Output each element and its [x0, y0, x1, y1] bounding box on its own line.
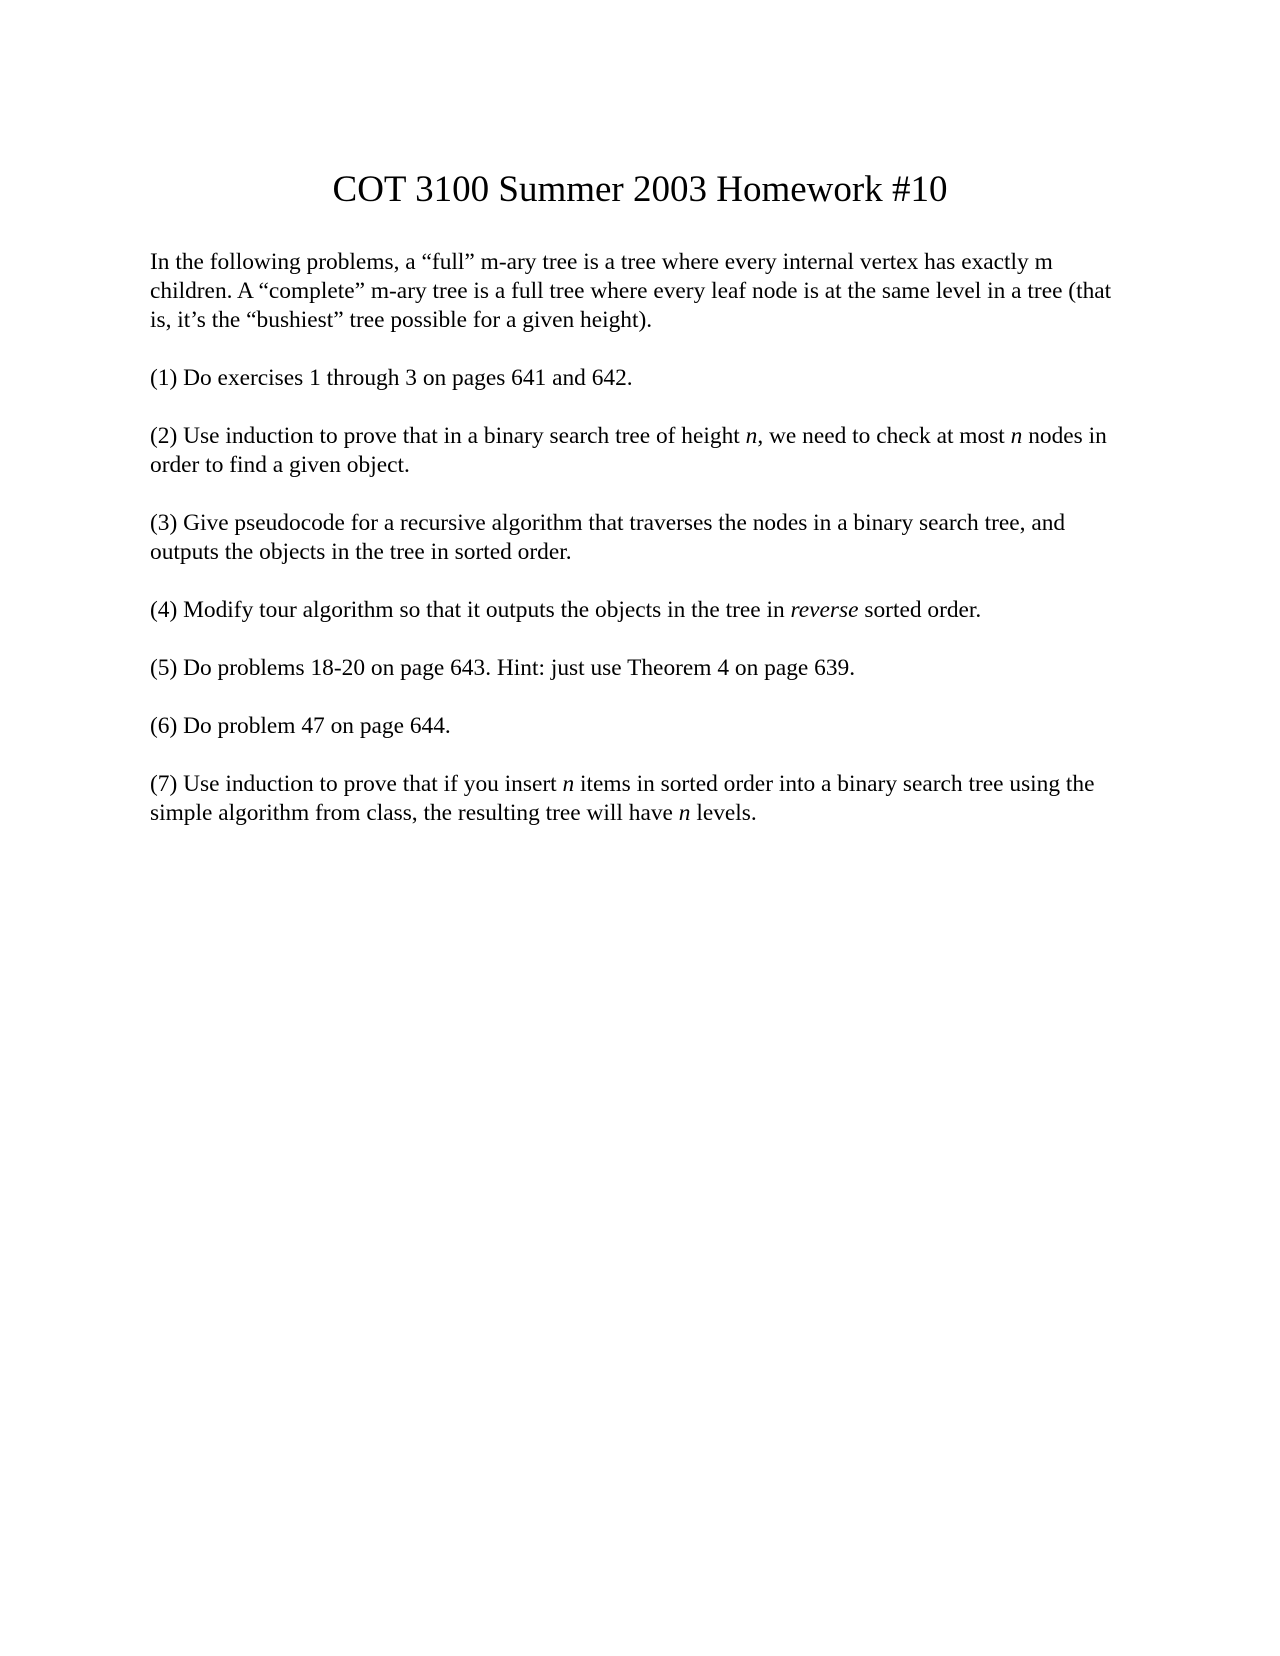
problem-3: (3) Give pseudocode for a recursive algorithm that traverses the nodes in a binary search tree, and outputs the objects in the tree in sorted order.	[150, 510, 1066, 565]
document-title: COT 3100 Summer 2003 Homework #10	[332, 169, 948, 210]
problem-5: (5) Do problems 18-20 on page 643. Hint: just use Theorem 4 on page 639.	[150, 655, 856, 681]
problem-4	[150, 596, 1130, 625]
problem-2-var-n: n	[1010, 423, 1023, 449]
problem-2-var-n: n	[745, 423, 758, 449]
problem-7-var-n: n	[562, 771, 575, 797]
problem-2-text-a: (2) Use induction to prove that in a binary search tree of height	[150, 423, 746, 449]
problem-2	[150, 422, 1130, 480]
problem-7-var-n: n	[678, 800, 691, 826]
problem-2-text-b: , we need to check at most	[757, 423, 1011, 449]
document-body	[150, 248, 1130, 857]
problem-1: (1) Do exercises 1 through 3 on pages 641 and 642.	[150, 365, 633, 391]
problem-7	[150, 770, 1130, 828]
problem-7-text-b: items in sorted order into a binary search tree using the simple algorithm from class, the resulting tree will have	[150, 771, 1101, 826]
intro-paragraph: In the following problems, a “full” m-ary tree is a tree where every internal vertex has exactly m children. A “complete” m-ary tree is a full tree where every leaf node is at the same level in a tree (that is, it’s the “bushiest” tree possible for a given height).	[150, 249, 1112, 333]
problem-7-text-a: (7) Use induction to prove that if you insert	[150, 771, 563, 797]
problem-6: (6) Do problem 47 on page 644.	[150, 713, 451, 739]
problem-4-text-a: (4) Modify tour algorithm so that it outputs the objects in the tree in	[150, 597, 791, 623]
problem-7-text-c: levels.	[690, 800, 757, 826]
problem-4-text-b: sorted order.	[858, 597, 982, 623]
problem-2-text-c: nodes in order to find a given object.	[150, 423, 1113, 478]
problem-4-emphasis: reverse	[790, 597, 859, 623]
